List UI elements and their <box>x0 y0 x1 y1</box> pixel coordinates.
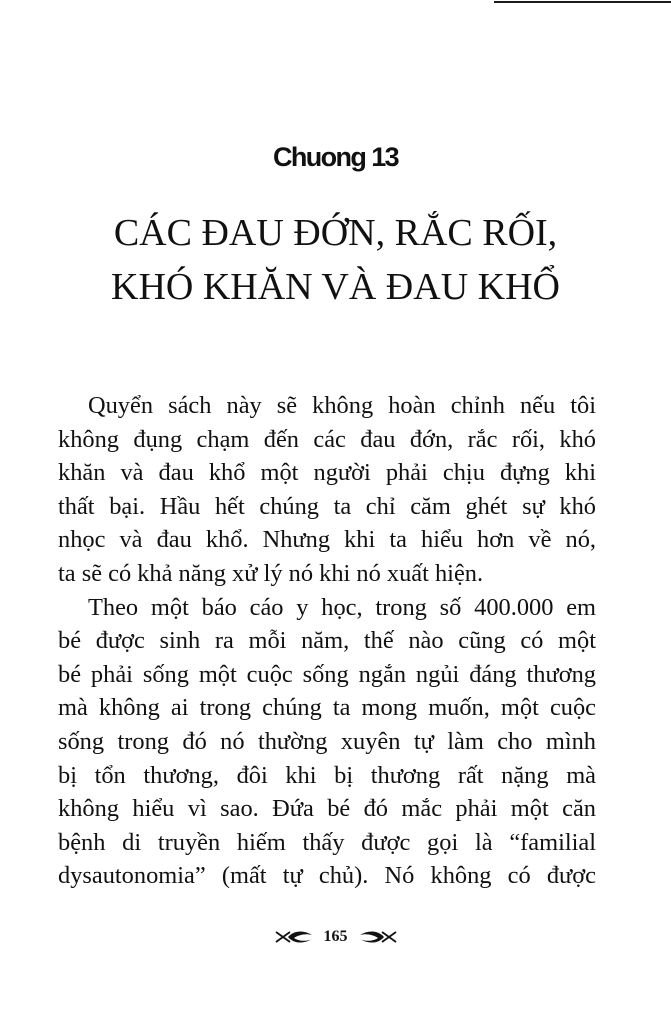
page-footer <box>0 928 671 946</box>
paragraph <box>58 389 596 591</box>
flourish-left-icon <box>274 928 318 945</box>
text-line: ta sẽ có khả năng xử lý nó khi nó xuất hiện. <box>58 559 484 587</box>
paragraph <box>58 591 596 893</box>
text-line: không hiểu vì sao. Đứa bé đó mắc phải một căn <box>58 795 596 823</box>
page-number: 165 <box>323 928 348 946</box>
text-line: không đụng chạm đến các đau đớn, rắc rối, khó <box>58 425 596 453</box>
text-line: bé phải sống một cuộc sống ngắn ngủi đáng thương <box>58 660 596 688</box>
text-line: thất bại. Hầu hết chúng ta chỉ căm ghét sự khó <box>58 492 596 520</box>
text-line: mà không ai trong chúng ta mong muốn, một cuộc <box>58 694 596 722</box>
chapter-title-line: CÁC ĐAU ĐỚN, RẮC RỐI, <box>113 212 558 254</box>
text-line: khăn và đau khổ một người phải chịu đựng khi <box>58 459 596 487</box>
text-line: sống trong đó nó thường xuyên tự làm cho mình <box>58 727 596 755</box>
chapter-label: Chuong 13 <box>272 142 399 172</box>
text-line: dysautonomia” (mất tự chủ). Nó không có được <box>58 862 596 890</box>
chapter-title <box>0 206 671 314</box>
top-edge-rule <box>494 1 671 3</box>
body-text <box>58 389 596 893</box>
chapter-title-line: KHÓ KHĂN VÀ ĐAU KHỔ <box>111 266 560 308</box>
text-line: bé được sinh ra mỗi năm, thế nào cũng có một <box>58 627 596 655</box>
text-line: Quyển sách này sẽ không hoàn chỉnh nếu tôi <box>88 392 596 419</box>
text-line: bệnh di truyền hiếm thấy được gọi là “familial <box>58 828 596 856</box>
flourish-right-icon <box>358 928 398 945</box>
text-line: Theo một báo cáo y học, trong số 400.000 em <box>88 593 596 621</box>
text-line: bị tổn thương, đôi khi bị thương rất nặng mà <box>58 761 596 789</box>
text-line: nhọc và đau khổ. Nhưng khi ta hiểu hơn về nó, <box>58 526 596 554</box>
